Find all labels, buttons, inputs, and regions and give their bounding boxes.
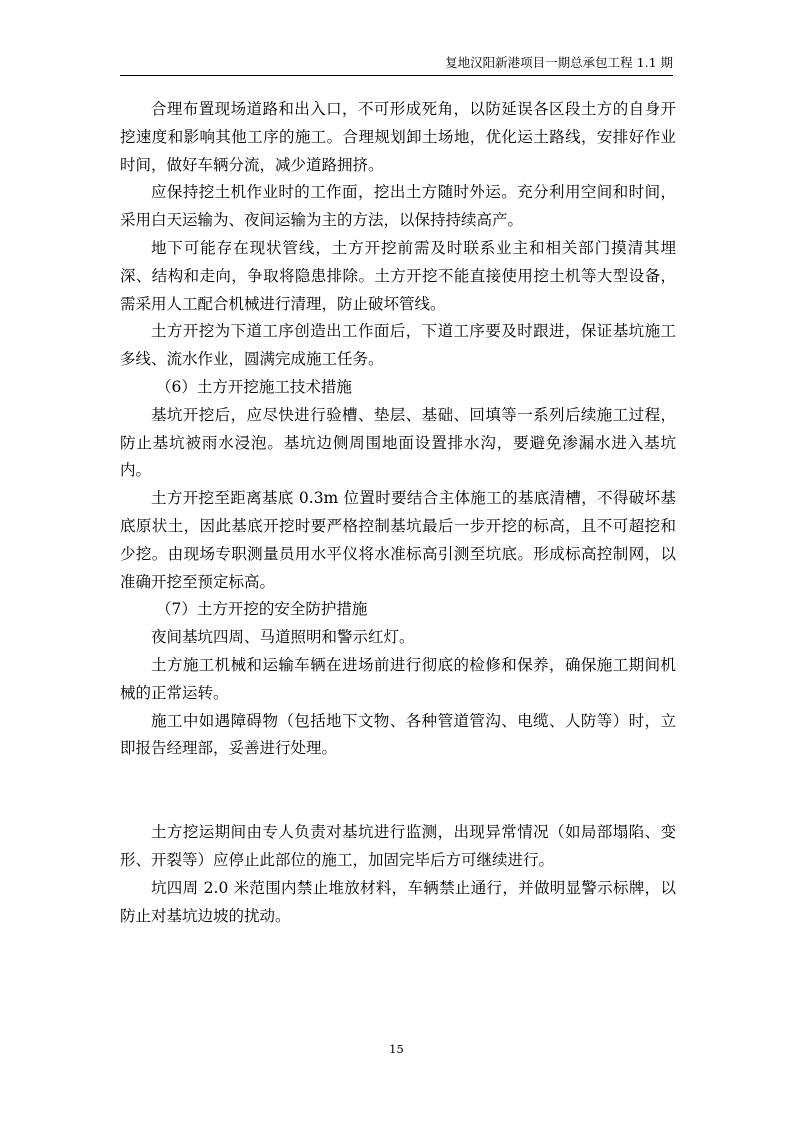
paragraph-underground-pipelines: 地下可能存在现状管线，土方开挖前需及时联系业主和相关部门摸清其埋深、结构和走向，争取将隐患排除。土方开挖不能直接使用挖土机等大型设备，需采用人工配合机械进行清理，防止破坏管线。 [120, 238, 676, 313]
section-7-heading: （7）土方开挖的安全防护措施 [156, 600, 368, 619]
paragraph-elevation-control: 土方开挖至距离基底 0.3m 位置时要结合主体施工的基底清槽，不得破坏基底原状土，因此基底开挖时要严格控制基坑最后一步开挖的标高，且不可超挖和少挖。由现场专职测量员用水平仪将水准标高引测至坑底。形成标高控制网，以准确开挖至预定标高。 [120, 489, 676, 591]
blank-gap [120, 763, 676, 819]
paragraph-road-layout: 合理布置现场道路和出入口，不可形成死角，以防延误各区段土方的自身开挖速度和影响其他工序的施工。合理规划卸土场地，优化运土路线，安排好作业时间，做好车辆分流，减少道路拥挤。 [120, 100, 676, 174]
paragraph-excavator-workface: 应保持挖土机作业时的工作面，挖出土方随时外运。充分利用空间和时间，采用白天运输为、夜间运输为主的方法，以保持持续高产。 [120, 183, 676, 230]
header-title: 复地汉阳新港项目一期总承包工程 1.1 期 [445, 55, 673, 70]
paragraph-pit-monitoring: 土方挖运期间由专人负责对基坑进行监测，出现异常情况（如局部塌陷、变形、开裂等）应停止此部位的施工，加固完毕后方可继续进行。 [120, 823, 676, 869]
paragraph-pit-inspection: 基坑开挖后，应尽快进行验槽、垫层、基础、回填等一系列后续施工过程，防止基坑被雨水浸泡。基坑边侧周围地面设置排水沟，要避免渗漏水进入基坑内。 [120, 405, 676, 480]
paragraph-obstacles: 施工中如遇障碍物（包括地下文物、各种管道管沟、电缆、人防等）时，立即报告经理部，妥善进行处理。 [120, 711, 676, 758]
paragraph-perimeter-restriction: 坑四周 2.0 米范围内禁止堆放材料，车辆禁止通行，并做明显警示标牌，以防止对基坑边坡的扰动。 [120, 878, 676, 925]
document-body [120, 96, 676, 930]
paragraph-next-process: 土方开挖为下道工序创造出工作面后，下道工序要及时跟进，保证基坑施工多线、流水作业，圆满完成施工任务。 [120, 322, 676, 369]
paragraph-night-lighting: 夜间基坑四周、马道照明和警示红灯。 [151, 628, 415, 647]
section-6-heading: （6）土方开挖施工技术措施 [156, 377, 352, 396]
paragraph-machine-maintenance: 土方施工机械和运输车辆在进场前进行彻底的检修和保养，确保施工期间机械的正常运转。 [120, 655, 676, 702]
page-number: 15 [389, 1042, 404, 1056]
page-header [120, 55, 673, 76]
